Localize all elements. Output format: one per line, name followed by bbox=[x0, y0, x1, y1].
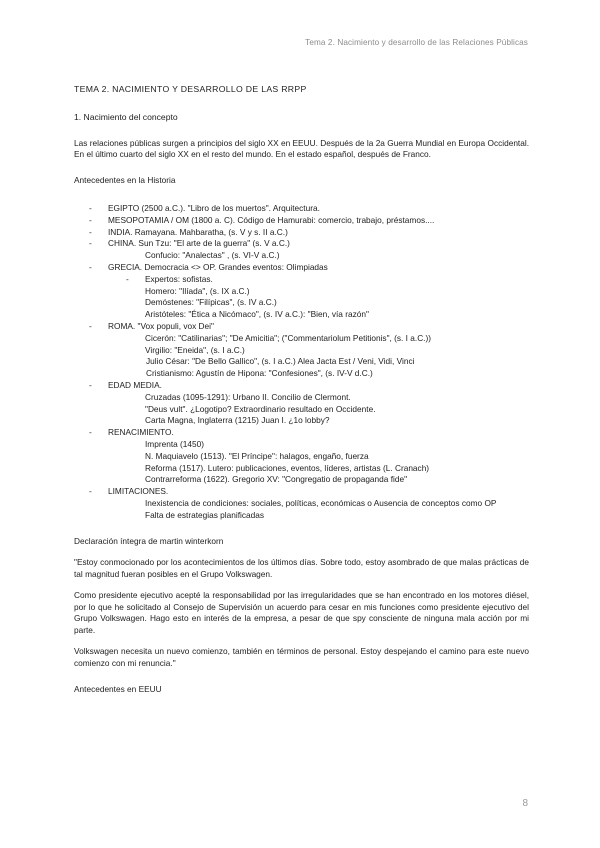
era-detail: Inexistencia de condiciones: sociales, políticas, económicas o Ausencia de conceptos como OP bbox=[145, 497, 497, 508]
era-detail: Aristóteles: "Ética a Nicómaco", (s. IV a.C.): "Bien, vía razón" bbox=[145, 309, 369, 320]
era-detail: Demóstenes: "Filípicas", (s. IV a.C.) bbox=[145, 297, 277, 308]
list-item bbox=[74, 427, 529, 486]
era-detail: Virgilio: "Eneida", (s. I a.C.) bbox=[145, 344, 245, 355]
era-detail: Cicerón: "Catilinarias"; "De Amicitia"; ("Commentariolum Petitionis", (s. I a.C.)) bbox=[145, 332, 432, 343]
era-detail: Confucio: "Analectas" , (s. VI-V a.C.) bbox=[145, 250, 280, 261]
list-item bbox=[74, 227, 529, 239]
era-mesopotamia: MESOPOTAMIA / OM (1800 a. C). Código de Hamurabi: comercio, trabajo, préstamos.... bbox=[108, 214, 435, 225]
era-detail: "Deus vult". ¿Logotipo? Extraordinario resultado en Occidente. bbox=[145, 403, 376, 414]
era-detail: Falta de estrategias planificadas bbox=[145, 509, 264, 520]
history-heading: Antecedentes en la Historia bbox=[74, 175, 176, 186]
era-limitaciones: - LIMITACIONES. bbox=[108, 486, 169, 497]
section-heading: 1. Nacimiento del concepto bbox=[74, 111, 178, 122]
era-india: INDIA. Ramayana. Mahbaratha, (s. V y s. II a.C.) bbox=[108, 226, 288, 237]
history-list bbox=[74, 203, 529, 522]
era-china: - CHINA. Sun Tzu: "El arte de la guerra" (s. V a.C.) bbox=[108, 238, 290, 249]
era-detail: Cruzadas (1095-1291): Urbano II. Concilio de Clermont. bbox=[145, 391, 351, 402]
list-item bbox=[74, 238, 529, 262]
era-edad-media: - EDAD MEDIA. bbox=[108, 379, 162, 390]
era-detail: Julio César: "De Bello Gallico", (s. I a.C.) Alea Jacta Est / Veni, Vidi, Vinci bbox=[146, 356, 415, 367]
era-renacimiento: - RENACIMIENTO. bbox=[108, 427, 174, 438]
quote-paragraph: Como presidente ejecutivo acepté la responsabilidad por las irregularidades que se han encontrado en los motores diésel, por lo que he solicitado al Consejo de Supervisión un acuerdo para cesar en mis funciones como presidente ejecutivo del Grupo Volkswagen. Hago esto en interés de la empresa, a pesar de que spy consciente de ninguna mala acción por mi parte. bbox=[74, 589, 529, 636]
list-item bbox=[74, 380, 529, 427]
era-detail: Homero: "Ilíada", (s. IX a.C.) bbox=[145, 285, 250, 296]
list-item bbox=[74, 321, 529, 380]
era-egipto: EGIPTO (2500 a.C.). "Libro de los muertos". Arquitectura. bbox=[108, 202, 320, 213]
page-number: 8 bbox=[522, 798, 528, 809]
list-item bbox=[74, 215, 529, 227]
page-content bbox=[74, 84, 529, 711]
running-header: Tema 2. Nacimiento y desarrollo de las Relaciones Públicas bbox=[305, 38, 528, 47]
declaration-heading: Declaración íntegra de martin winterkorn bbox=[74, 535, 224, 546]
era-detail: Imprenta (1450) bbox=[145, 438, 205, 449]
era-roma: - ROMA. "Vox populi, vox Dei" bbox=[108, 320, 214, 331]
quote-paragraph: "Estoy conmocionado por los acontecimientos de los últimos días. Sobre todo, estoy asombrado de que malas prácticas de tal magnitud fueran posibles en el Grupo Volkswagen. bbox=[74, 557, 529, 580]
intro-paragraph: Las relaciones públicas surgen a principios del siglo XX en EEUU. Después de la 2a Guerra Mundial en Europa Occidental. En el último cuarto del siglo XX en el resto del mundo. En el estado español, después de Franco. bbox=[74, 137, 529, 160]
era-detail: Reforma (1517). Lutero: publicaciones, eventos, líderes, artistas (L. Cranach) bbox=[145, 462, 430, 473]
era-detail: N. Maquiavelo (1513). "El Príncipe": halagos, engaño, fuerza bbox=[145, 450, 369, 461]
era-detail: Contrarreforma (1622). Gregorio XV: "Congregatio de propaganda fide" bbox=[145, 474, 408, 485]
quote-paragraph: Volkswagen necesita un nuevo comienzo, también en términos de personal. Estoy despejando el camino para este nuevo comienzo con mi renuncia." bbox=[74, 646, 529, 668]
era-grecia: - GRECIA. Democracia <> OP. Grandes eventos: Olimpiadas bbox=[108, 261, 328, 272]
list-item bbox=[74, 486, 529, 521]
page-title: TEMA 2. NACIMIENTO Y DESARROLLO DE LAS RRPP bbox=[74, 84, 307, 94]
list-item bbox=[74, 262, 529, 321]
list-item bbox=[74, 203, 529, 215]
era-detail: - Expertos: sofistas. bbox=[124, 274, 529, 286]
era-detail: Cristianismo: Agustín de Hipona: "Confesiones", (s. IV-V d.C.) bbox=[146, 368, 373, 379]
eeuu-heading: Antecedentes en EEUU bbox=[74, 683, 162, 694]
era-detail: Carta Magna, Inglaterra (1215) Juan I. ¿1o lobby? bbox=[145, 415, 330, 426]
